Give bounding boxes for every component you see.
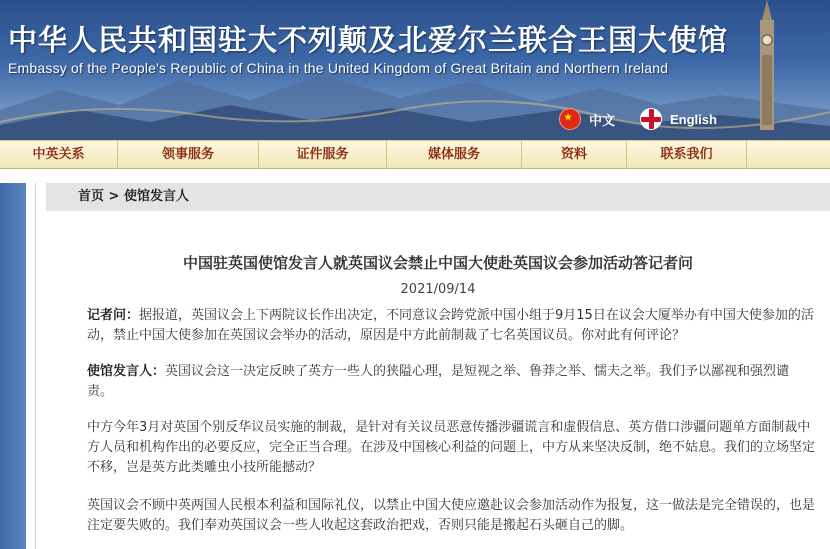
article-date: 2021/09/14 — [400, 282, 476, 297]
big-ben-icon — [752, 0, 782, 140]
main-nav — [0, 140, 830, 169]
sidebar-strip — [0, 183, 26, 549]
lang-cn-link[interactable] — [559, 108, 615, 130]
lang-en-link[interactable] — [640, 108, 717, 130]
china-flag-icon — [559, 108, 581, 130]
answer-text: 英国议会这一决定反映了英方一些人的狭隘心理，是短视之举、鲁莽之举、懦夫之举。我们予以鄙视和强烈谴责。 — [87, 364, 790, 399]
article-title: 中国驻英国使馆发言人就英国议会禁止中国大使赴英国议会参加活动答记者问 — [182, 254, 693, 272]
answer-paragraph — [87, 362, 815, 402]
nav-item-documents[interactable]: 证件服务 — [259, 141, 387, 169]
question-paragraph — [87, 306, 815, 346]
embassy-title-cn: 中华人民共和国驻大不列颠及北爱尔兰联合王国大使馆 — [8, 23, 729, 57]
uk-flag-icon — [640, 108, 662, 130]
question-label: 记者问： — [87, 308, 140, 323]
question-text: 据报道，英国议会上下两院议长作出决定，不同意议会跨党派中国小组于9月15日在议会大厦举办有中国大使参加的活动，禁止中国大使参加在英国议会举办的活动，原因是中方此前制裁了七名英国议员。你对此有何评论？ — [87, 308, 814, 343]
body-paragraph-3: 中方今年3月对英国个别反华议员实施的制裁，是针对有关议员恶意传播涉疆谎言和虚假信息、英方借口涉疆问题单方面制裁中方人员和机构作出的必要反应，完全正当合理。在涉及中国核心利益的问题上，中方从来坚决反制，绝不姑息。我们的立场坚定不移，岂是英方此类雕虫小技所能撼动？ — [87, 420, 816, 475]
header-banner — [0, 0, 830, 140]
divider — [35, 183, 36, 549]
breadcrumb-current-link[interactable]: 使馆发言人 — [123, 189, 189, 204]
lang-cn-label: 中文 — [589, 112, 616, 128]
lang-en-label: English — [670, 111, 717, 127]
breadcrumb-separator: > — [108, 189, 120, 204]
body-paragraph-4: 英国议会不顾中英两国人民根本利益和国际礼仪，以禁止中国大使应邀赴议会参加活动作为报复，这一做法是完全错误的，也是注定要失败的。我们奉劝英国议会一些人收起这套政治把戏，否则只能是搬起石头砸自己的脚。 — [87, 498, 816, 533]
nav-item-relations[interactable]: 中英关系 — [0, 141, 118, 169]
answer-label: 使馆发言人： — [87, 364, 166, 379]
nav-item-contact[interactable]: 联系我们 — [627, 141, 747, 169]
nav-item-resources[interactable]: 资料 — [522, 141, 627, 169]
nav-item-consular[interactable]: 领事服务 — [118, 141, 259, 169]
embassy-title-en: Embassy of the People's Republic of China in the United Kingdom of Great Britain and Northern Ireland — [8, 60, 669, 76]
nav-item-media[interactable]: 媒体服务 — [387, 141, 522, 169]
breadcrumb — [46, 183, 830, 211]
breadcrumb-home-link[interactable]: 首页 — [78, 189, 105, 204]
